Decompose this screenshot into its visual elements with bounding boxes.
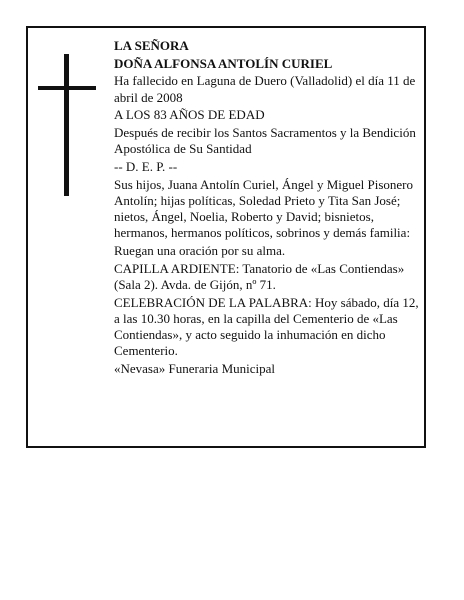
- family-line: Sus hijos, Juana Antolín Curiel, Ángel y Miguel Pisonero Antolín; hijas políticas, Soledad Prieto y Tita San José; nietos, Ángel, Noelia, Roberto y David; bisnietos, hermanos, hermanos políticos, sobrinos y demás familia:: [114, 176, 413, 241]
- cross-icon-bar: [38, 86, 96, 90]
- deceased-name: DOÑA ALFONSA ANTOLÍN CURIEL: [114, 55, 333, 71]
- death-info: Ha fallecido en Laguna de Duero (Valladolid) el día 11 de abril de 2008: [114, 73, 416, 105]
- title-line: LA SEÑORA: [114, 38, 189, 53]
- chapel-line: CAPILLA ARDIENTE: Tanatorio de «Las Contiendas» (Sala 2). Avda. de Gijón, nº 71.: [114, 260, 405, 292]
- rip-line: -- D. E. P. --: [114, 158, 178, 174]
- prayer-line: Ruegan una oración por su alma.: [114, 242, 286, 258]
- celebration-line: CELEBRACIÓN DE LA PALABRA: Hoy sábado, día 12, a las 10.30 horas, en la capilla del Cementerio de «Las Contiendas», y acto seguido la inhumación en dicho Cementerio.: [114, 294, 419, 359]
- obituary-text: [114, 38, 424, 379]
- cross-icon: [64, 54, 69, 196]
- sacraments-line: Después de recibir los Santos Sacramentos y la Bendición Apostólica de Su Santidad: [114, 125, 416, 157]
- funeral-home-line: «Nevasa» Funeraria Municipal: [114, 360, 276, 376]
- age-line: A LOS 83 AÑOS DE EDAD: [114, 107, 265, 123]
